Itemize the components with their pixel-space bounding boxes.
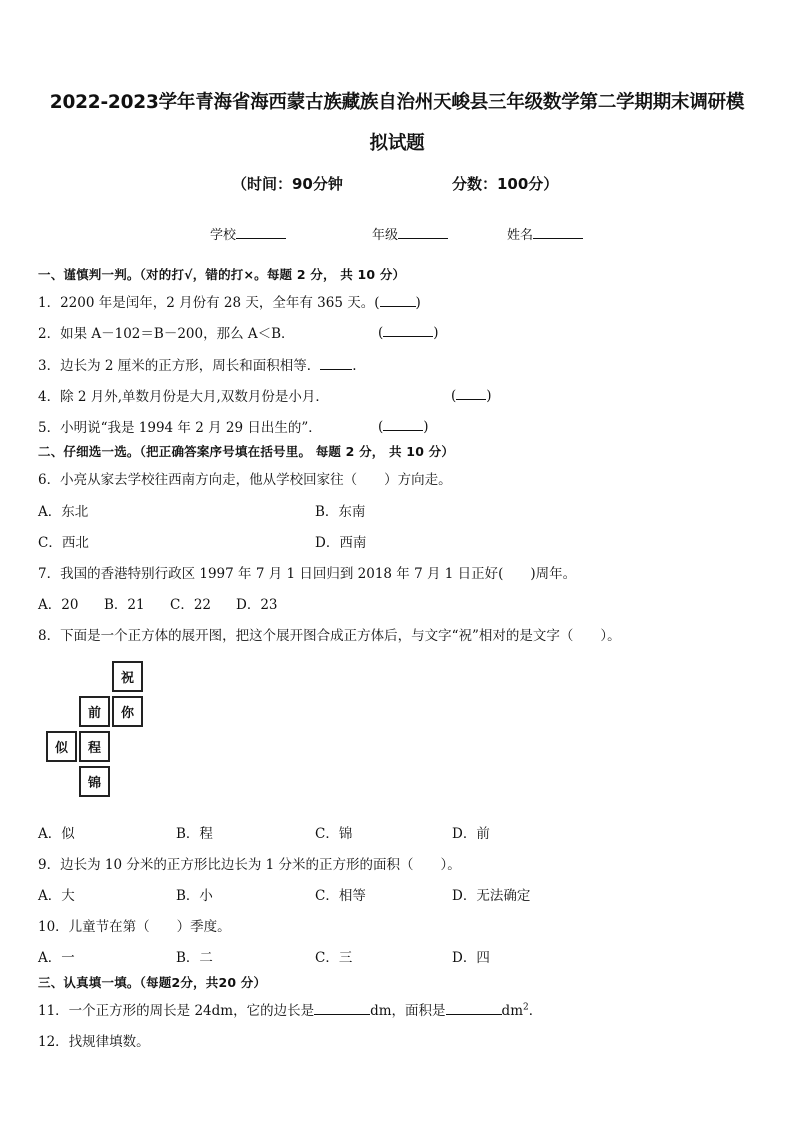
question-7: 7．我国的香港特别行政区 1997 年 7 月 1 日回归到 2018 年 7 月 1 日正好( )周年。	[38, 566, 577, 582]
question-11: 11．一个正方形的周长是 24dm，它的边长是 dm，面积是 $dm^2$．	[38, 999, 542, 1019]
question-5: 5．小明说“我是 1994 年 2 月 29 日出生的”．	[38, 420, 322, 436]
answer-blank-3[interactable]	[320, 355, 352, 370]
question-1: 1．2200 年是闰年，2 月份有 28 天，全年有 365 天。( )	[38, 291, 421, 311]
question-8: 8．下面是一个正方体的展开图，把这个展开图合成正方体后，与文字“祝”相对的是文字（ ）。	[38, 628, 621, 644]
name-field[interactable]	[507, 224, 583, 243]
page-title: 2022-2023学年青海省海西蒙古族藏族自治州天峻县三年级数学第二学期期末调研模	[49, 92, 745, 113]
option-7d[interactable]: D．23	[236, 597, 278, 613]
section-heading-2: 二、仔细选一选。（把正确答案序号填在括号里。 每题 2 分， 共 10 分）	[38, 444, 455, 459]
option-8c[interactable]: C．锦	[315, 826, 353, 842]
net-cell-jin: 锦	[79, 766, 110, 797]
name-blank[interactable]	[533, 224, 583, 239]
option-9a[interactable]: A．大	[38, 888, 75, 904]
answer-bracket-2[interactable]: ( )	[378, 322, 439, 341]
option-8a[interactable]: A．似	[38, 826, 75, 842]
answer-blank-11b[interactable]	[446, 1000, 502, 1015]
option-7b[interactable]: B．21	[104, 597, 145, 613]
page-title-continued: 拟试题	[369, 133, 425, 154]
option-9d[interactable]: D．无法确定	[452, 888, 531, 904]
question-2: 2．如果 A－102＝B－200，那么 A＜B．	[38, 326, 295, 342]
option-10c[interactable]: C．三	[315, 950, 353, 966]
option-10d[interactable]: D．四	[452, 950, 490, 966]
question-4: 4．除 2 月外,单数月份是大月,双数月份是小月．	[38, 389, 329, 405]
answer-bracket-5[interactable]: ( )	[378, 416, 429, 435]
answer-blank-11a[interactable]	[314, 1000, 370, 1015]
option-6d[interactable]: D．西南	[315, 535, 367, 551]
school-label: 学校	[210, 228, 237, 243]
option-8d[interactable]: D．前	[452, 826, 490, 842]
grade-blank[interactable]	[398, 224, 448, 239]
option-8b[interactable]: B．程	[176, 826, 213, 842]
section-heading-3: 三、认真填一填。（每题2分，共20 分）	[38, 975, 267, 990]
question-9: 9．边长为 10 分米的正方形比边长为 1 分米的正方形的面积（ ）。	[38, 857, 461, 873]
question-3: 3．边长为 2 厘米的正方形，周长和面积相等． .	[38, 354, 357, 374]
net-cell-qian: 前	[79, 696, 110, 727]
answer-bracket-4[interactable]: ( )	[451, 385, 492, 404]
time-label: （时间：90分钟	[232, 175, 343, 193]
option-7c[interactable]: C．22	[170, 597, 212, 613]
option-6a[interactable]: A．东北	[38, 504, 89, 520]
score-label: 分数：100分）	[452, 175, 559, 193]
option-10b[interactable]: B．二	[176, 950, 213, 966]
net-cell-zhu: 祝	[112, 661, 143, 692]
name-label: 姓名	[507, 228, 534, 243]
net-cell-cheng: 程	[79, 731, 110, 762]
answer-blank-1[interactable]	[380, 292, 416, 307]
question-10: 10．儿童节在第（ ）季度。	[38, 919, 231, 935]
net-cell-si: 似	[46, 731, 77, 762]
question-12: 12．找规律填数。	[38, 1034, 150, 1050]
option-9b[interactable]: B．小	[176, 888, 213, 904]
option-6b[interactable]: B．东南	[315, 504, 366, 520]
cube-net-figure	[46, 661, 146, 801]
school-field[interactable]	[210, 224, 286, 243]
option-6c[interactable]: C．西北	[38, 535, 89, 551]
question-6: 6．小亮从家去学校往西南方向走，他从学校回家往（ ）方向走。	[38, 472, 452, 488]
school-blank[interactable]	[236, 224, 286, 239]
option-7a[interactable]: A．20	[38, 597, 79, 613]
grade-label: 年级	[372, 228, 399, 243]
section-heading-1: 一、谨慎判一判。（对的打√，错的打×。每题 2 分， 共 10 分）	[38, 267, 406, 282]
option-10a[interactable]: A．一	[38, 950, 75, 966]
net-cell-ni: 你	[112, 696, 143, 727]
grade-field[interactable]	[372, 224, 448, 243]
option-9c[interactable]: C．相等	[315, 888, 366, 904]
